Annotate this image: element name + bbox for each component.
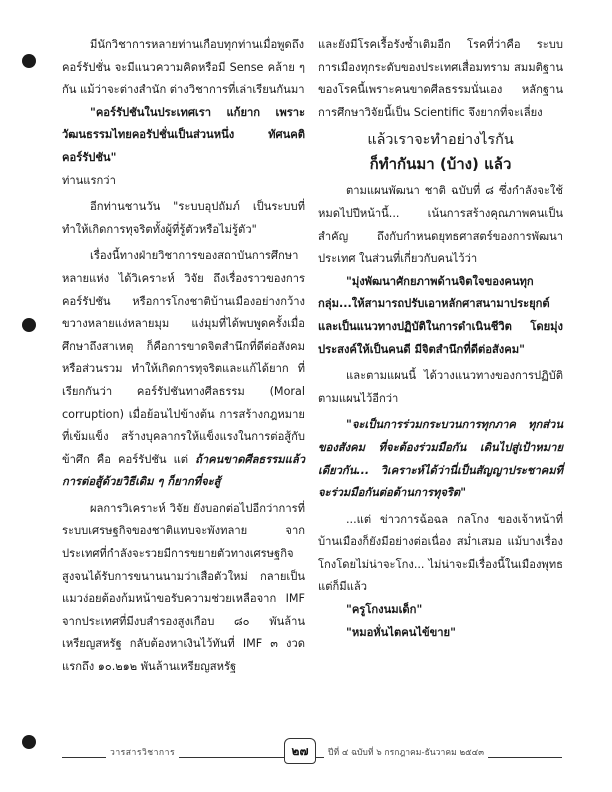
paragraph: เรื่องนี้ทางฝ่ายวิชาการของสถาบันการศึกษาหลายแห่ง ได้วิเคราะห์ วิจัย ถึงเรื่องราวของการคอร์รัปชัน หรือการโกงชาติบ้านเมืองอย่างกว้างขวางหลายแง่หลายมุม แง่มุมที่ได้พบพูดครั้งเมื่อศึกษาถึงสาเหตุ ก็คือการขาดจิตสำนึกที่ดีต่อสังคมหรือส่วนรวม ทำให้เกิดการทุจริตและแก้ได้ยาก ที่เรียกกันว่า คอร์รัปชันทางศีลธรรม (Moral corruption) เมื่อย้อนไปข้างต้น การสร้างกฎหมายที่เข้มแข็ง สร้างบุคลากรให้แข็งแรงในการต่อสู้กับข้าศึก คือ คอร์รัปชัน แต่ ถ้าคนขาดศีลธรรมแล้ว การต่อสู้ด้วยวิธีเดิม ๆ ก็ยากที่จะสู้ xyxy=(62,249,306,489)
issue-info: ปีที่ ๔ ฉบับที่ ๖ กรกฎาคม-ธันวาคม ๒๕๔๓ xyxy=(324,745,488,759)
paragraph: ท่านแรกว่า xyxy=(62,173,116,187)
paragraph: มีนักวิชาการหลายท่านเกือบทุกท่านเมื่อพูดถึงคอร์รัปชั่น จะมีแนวความคิดหรือมี Sense คล้าย ๆ กัน แม้ว่าจะต่างสำนัก ต่างวิชาการที่เล่าเรียนกันมา xyxy=(62,38,305,97)
section-heading: ก็ทำกันมา (บ้าง) แล้ว xyxy=(369,155,512,174)
paragraph: ผลการวิเคราะห์ วิจัย ยังบอกต่อไปอีกว่าการที่ระบบเศรษฐกิจของชาติแทบจะพังทลาย จากประเทศที่กำลังจะรวยมีการขยายตัวทางเศรษฐกิจสูงจนได้รับการขนานนามว่าเสือตัวใหม่ กลายเป็นแมวง่อยต้องก้มหน้าขอรับความช่วยเหลือจาก IMF จากประเทศที่มีงบสำรองสูงเกือบ ๘๐ พันล้านเหรียญสหรัฐ กลับต้องหาเงินไว้ทันที่ IMF ๓ งวดแรกถึง ๑๐.๒๑๒ พันล้านเหรียญสหรัฐ xyxy=(62,501,305,674)
quote-paragraph: "จะเป็นการร่วมกระบวนการทุกภาค ทุกส่วน ของสังคม ที่จะต้องร่วมมือกัน เดินไปสู่เป้าหมายเดียวกัน... วิเคราะห์ได้ว่านี่เป็นสัญญาประชาคมที่จะร่วมมือกันต่อต้านการทุจริต" xyxy=(318,418,563,500)
binder-hole-icon xyxy=(22,54,36,68)
quote-line: "ครูโกงนมเด็ก" xyxy=(346,603,423,617)
left-column xyxy=(62,34,305,679)
binder-hole-icon xyxy=(22,318,36,332)
paragraph: ...แต่ ข่าวการฉ้อฉล กลโกง ของเจ้าหน้าที่บ้านเมืองก็ยังมีอย่างต่อเนื่อง สม่ำเสมอ แม้บางเรื่องโกงโดยไม่น่าจะโกง... ไม่น่าจะมีเรื่องนี้ในเมืองพุทธ แต่ก็มีแล้ว xyxy=(318,512,563,594)
binder-hole-icon xyxy=(22,735,36,749)
paragraph: อีกท่านชานวัน "ระบบอุปถัมภ์ เป็นระบบที่ทำให้เกิดการทุจริตทั้งผู้ที่รู้ตัวหรือไม่รู้ตัว" xyxy=(62,200,305,236)
quote-line: "หมอหั่นไตคนไข้ขาย" xyxy=(346,625,456,639)
paragraph: และตามแผนนี้ ได้วางแนวทางของการปฏิบัติตามแผนไว้อีกว่า xyxy=(318,369,563,405)
right-column xyxy=(318,34,563,644)
journal-name: วารสารวิชาการ xyxy=(106,745,179,759)
quote-paragraph: "มุ่งพัฒนาศักยภาพด้านจิตใจของคนทุกกลุ่ม...ให้สามารถปรับเอาหลักศาสนามาประยุกต์และเป็นแนวทางปฏิบัติในการดำเนินชีวิต โดยมุ่งประสงค์ให้เป็นคนดี มีจิตสำนึกที่ดีต่อสังคม" xyxy=(318,274,563,356)
paragraph: ตามแผนพัฒนา ชาติ ฉบับที่ ๘ ซึ่งกำลังจะใช้หมดไปปีหน้านี้... เน้นการสร้างคุณภาพคนเป็นสำคัญ ถึงกับกำหนดยุทธศาสตร์ของการพัฒนาประเทศ ในส่วนที่เกี่ยวกับคนไว้ว่า xyxy=(318,184,563,266)
page-footer xyxy=(62,743,562,769)
emphasis-text: ถ้าคนขาดศีลธรรมแล้ว การต่อสู้ด้วยวิธีเดิม ๆ ก็ยากที่จะสู้ xyxy=(62,452,306,489)
paragraph: และยังมีโรคเรื้อรังซ้ำเติมอีก โรคที่ว่าคือ ระบบการเมืองทุกระดับของประเทศเสื่อมทราม สมมติฐานของโรคนี้เพราะคนขาดศีลธรรมนั่นเอง หลักฐานการศึกษาวิจัยนี้เป็น Scientific จึงยากที่จะเลี่ยง xyxy=(318,38,563,119)
section-heading: แล้วเราจะทำอย่างไรกัน xyxy=(367,132,514,149)
quote-paragraph: "คอร์รัปชันในประเทศเรา แก้ยาก เพราะวัฒนธรรมไทยคอรัปชั่นเป็นส่วนหนึ่ง ทัศนคติคอร์รัปชัน" xyxy=(62,105,305,164)
page-number: ๒๗ xyxy=(284,738,316,764)
